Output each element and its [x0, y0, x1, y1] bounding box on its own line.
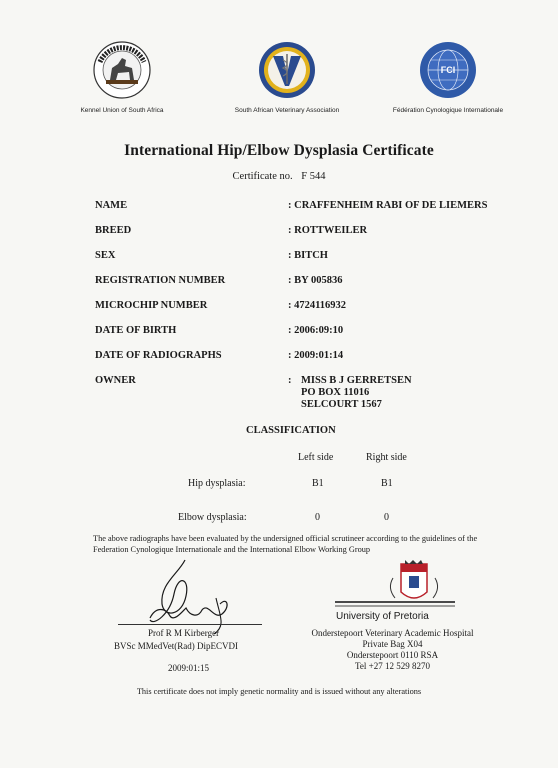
signatory-qualifications: BVSc MMedVet(Rad) DipECVDI [114, 641, 238, 651]
right-side-header: Right side [366, 452, 407, 463]
owner-line: PO BOX 11016 [301, 387, 370, 398]
certificate-number-value: F 544 [301, 171, 326, 182]
fci-globe-icon [418, 40, 478, 102]
certificate-title: International Hip/Elbow Dysplasia Certificate [124, 142, 434, 159]
elbow-left-grade: 0 [315, 512, 320, 523]
address-line: Private Bag X04 [362, 639, 423, 649]
sava-caption: South African Veterinary Association [234, 107, 340, 114]
elbow-right-grade: 0 [384, 512, 389, 523]
signature-date: 2009:01:15 [168, 663, 210, 673]
sava-logo [222, 40, 352, 114]
address-line: Tel +27 12 529 8270 [355, 661, 430, 671]
kusa-seal-icon [92, 40, 152, 102]
field-value: : 2006:09:10 [288, 325, 344, 336]
field-value: : CRAFFENHEIM RABI OF DE LIEMERS [288, 200, 488, 211]
address-line: Onderstepoort Veterinary Academic Hospital [311, 628, 474, 638]
field-label: DATE OF BIRTH [95, 325, 177, 336]
sava-v-icon [257, 40, 317, 102]
field-value: : ROTTWEILER [288, 225, 368, 236]
field-value: : BY 005836 [288, 275, 343, 286]
field-label: NAME [95, 200, 128, 211]
university-name: University of Pretoria [336, 611, 429, 622]
elbow-dysplasia-label: Elbow dysplasia: [178, 512, 247, 523]
owner-colon: : [288, 375, 292, 386]
hip-dysplasia-label: Hip dysplasia: [188, 478, 246, 489]
owner-address [301, 375, 412, 411]
signatory-name: Prof R M Kirberger [148, 628, 220, 638]
field-label: SEX [95, 250, 116, 261]
field-value: : 2009:01:14 [288, 350, 344, 361]
kusa-caption: Kennel Union of South Africa [80, 107, 164, 114]
owner-line: SELCOURT 1567 [301, 399, 382, 410]
university-of-pretoria-crest [335, 558, 455, 616]
disclaimer-footer: This certificate does not imply genetic normality and is issued without any alterations [136, 687, 422, 696]
svg-text:FCI: FCI [440, 65, 456, 75]
address-line: Onderstepoort 0110 RSA [346, 650, 439, 660]
field-label: MICROCHIP NUMBER [95, 300, 208, 311]
field-label: DATE OF RADIOGRAPHS [95, 350, 222, 361]
hip-right-grade: B1 [381, 478, 393, 489]
field-label: BREED [95, 225, 132, 236]
evaluation-statement: The above radiographs have been evaluated by the undersigned official scrutineer according to the guidelines of the Federation Cynologique Internationale and the International Elbow Working Group [93, 534, 478, 554]
left-side-header: Left side [298, 452, 334, 463]
institution-address [290, 628, 495, 672]
signature-line [118, 624, 262, 625]
certificate-number-label: Certificate no. [232, 171, 293, 182]
kusa-logo [62, 40, 182, 114]
certificate-number [0, 171, 558, 182]
classification-title: CLASSIFICATION [246, 425, 336, 436]
field-label: REGISTRATION NUMBER [95, 275, 226, 286]
owner-label: OWNER [95, 375, 136, 386]
fci-logo [378, 40, 518, 114]
field-value: : 4724116932 [288, 300, 347, 311]
owner-line: MISS B J GERRETSEN [301, 375, 412, 386]
fci-caption: Fédération Cynologique Internationale [392, 107, 504, 114]
field-value: : BITCH [288, 250, 328, 261]
hip-left-grade: B1 [312, 478, 324, 489]
